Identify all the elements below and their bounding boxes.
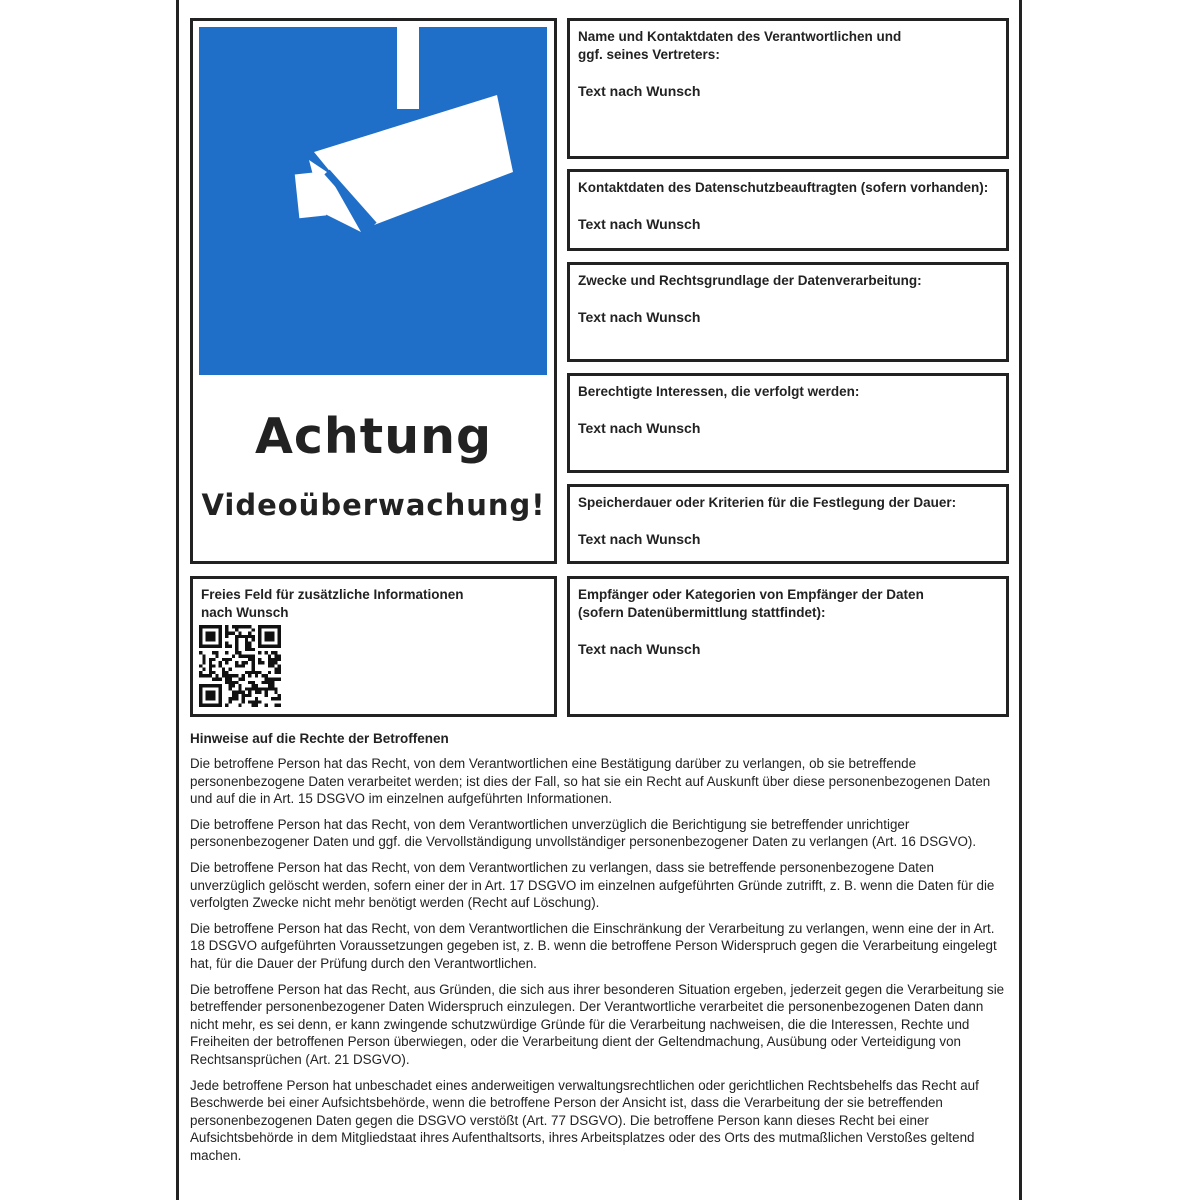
field-controller [567,18,1009,159]
field-dpo [567,169,1009,251]
qr-code-icon [199,625,281,707]
field-label: Berechtigte Interessen, die verfolgt werden: [578,384,860,399]
rights-paragraph: Die betroffene Person hat das Recht, aus Gründen, die sich aus ihrer besonderen Situation ergeben, jederzeit gegen die Verarbeitung sie betreffender personenbezogener Daten Widerspruch einzulegen. Der Verantwortliche verarbeitet die personenbezogenen Daten dann nicht mehr, es sei denn, er kann zwingende schutzwürdige Gründe für die Verarbeitung nachweisen, die die Interessen, Rechte und Freiheiten der betroffenen Person überwiegen, oder die Verarbeitung dient der Geltendmachung, Ausübung oder Verteidigung von Rechtsansprüchen (Art. 21 DSGVO). [190,981,1005,1067]
info-box-label: Freies Feld für zusätzliche Informationen nach Wunsch [201,587,464,620]
rights-paragraph: Die betroffene Person hat das Recht, von dem Verantwortlichen zu verlangen, dass sie betreffende personenbezogene Daten unverzüglich gelöscht werden, sofern einer der in Art. 17 DSGVO im einzelnen aufgeführten Gründe zutrifft, z. B. wenn die Daten für die verfolgten Zwecke nicht mehr benötigt werden (Recht auf Löschung). [190,859,995,911]
field-label: Speicherdauer oder Kriterien für die Festlegung der Dauer: [578,495,957,510]
rights-title: Hinweise auf die Rechte der Betroffenen [190,731,449,746]
rights-paragraph: Die betroffene Person hat das Recht, von dem Verantwortlichen eine Bestätigung darüber zu verlangen, ob sie betreffende personenbezogene Daten verarbeitet werden; ist dies der Fall, so hat sie ein Recht auf Auskunft über diese personenbezogenen Daten und auf die in Art. 15 DSGVO im einzelnen aufgeführten Informationen. [190,756,991,807]
field-label: Empfänger oder Kategorien von Empfänger der Daten (sofern Datenübermittlung stattfindet): [578,587,924,620]
field-value: Text nach Wunsch [578,641,701,657]
rights-paragraph: Die betroffene Person hat das Recht, von dem Verantwortlichen die Einschränkung der Verarbeitung zu verlangen, wenn eine der in Art. 18 DSGVO aufgeführten Voraussetzungen gegeben ist, z. B. wenn die betroffene Person Widerspruch gegen die Verarbeitung eingelegt hat, für die Dauer der Prüfung durch den Verantwortlichen. [190,920,997,971]
field-value: Text nach Wunsch [578,420,701,436]
field-label: Zwecke und Rechtsgrundlage der Datenverarbeitung: [578,273,922,288]
field-value: Text nach Wunsch [578,309,701,325]
field-purpose [567,262,1009,362]
field-value: Text nach Wunsch [578,83,701,99]
heading-videoueberwachung: Videoüberwachung! [201,488,546,522]
field-value: Text nach Wunsch [578,216,701,232]
cctv-camera-icon [199,27,547,375]
heading-achtung: Achtung [254,408,493,465]
pictogram [199,27,547,375]
field-retention [567,484,1009,564]
field-value: Text nach Wunsch [578,531,701,547]
rights-paragraph: Die betroffene Person hat das Recht, von dem Verantwortlichen unverzüglich die Berichtigung sie betreffender unrichtiger personenbezogener Daten und ggf. die Vervollständigung unvollständiger personenbezogener Daten zu verlangen (Art. 16 DSGVO). [190,816,977,850]
rights-paragraph: Jede betroffene Person hat unbeschadet eines anderweitigen verwaltungsrechtlichen oder gerichtlichen Rechtsbehelfs das Recht auf Beschwerde bei einer Aufsichtsbehörde, wenn die betroffene Person der Ansicht ist, dass die Verarbeitung der sie betreffenden personenbezogenen Daten gegen die DSGVO verstößt (Art. 77 DSGVO). Die betroffene Person kann dieses Recht bei einer Aufsichtsbehörde in dem Mitgliedstaat ihres Aufenthaltsorts, ihres Arbeitsplatzes oder des Orts des mutmaßlichen Verstoßes geltend machen. [190,1077,979,1163]
field-interests [567,373,1009,473]
field-label: Kontaktdaten des Datenschutzbeauftragten (sofern vorhanden): [578,180,989,195]
field-label: Name und Kontaktdaten des Verantwortlichen und ggf. seines Vertreters: [578,29,902,62]
rights-section [190,730,1008,1172]
field-recipients [567,576,1009,717]
